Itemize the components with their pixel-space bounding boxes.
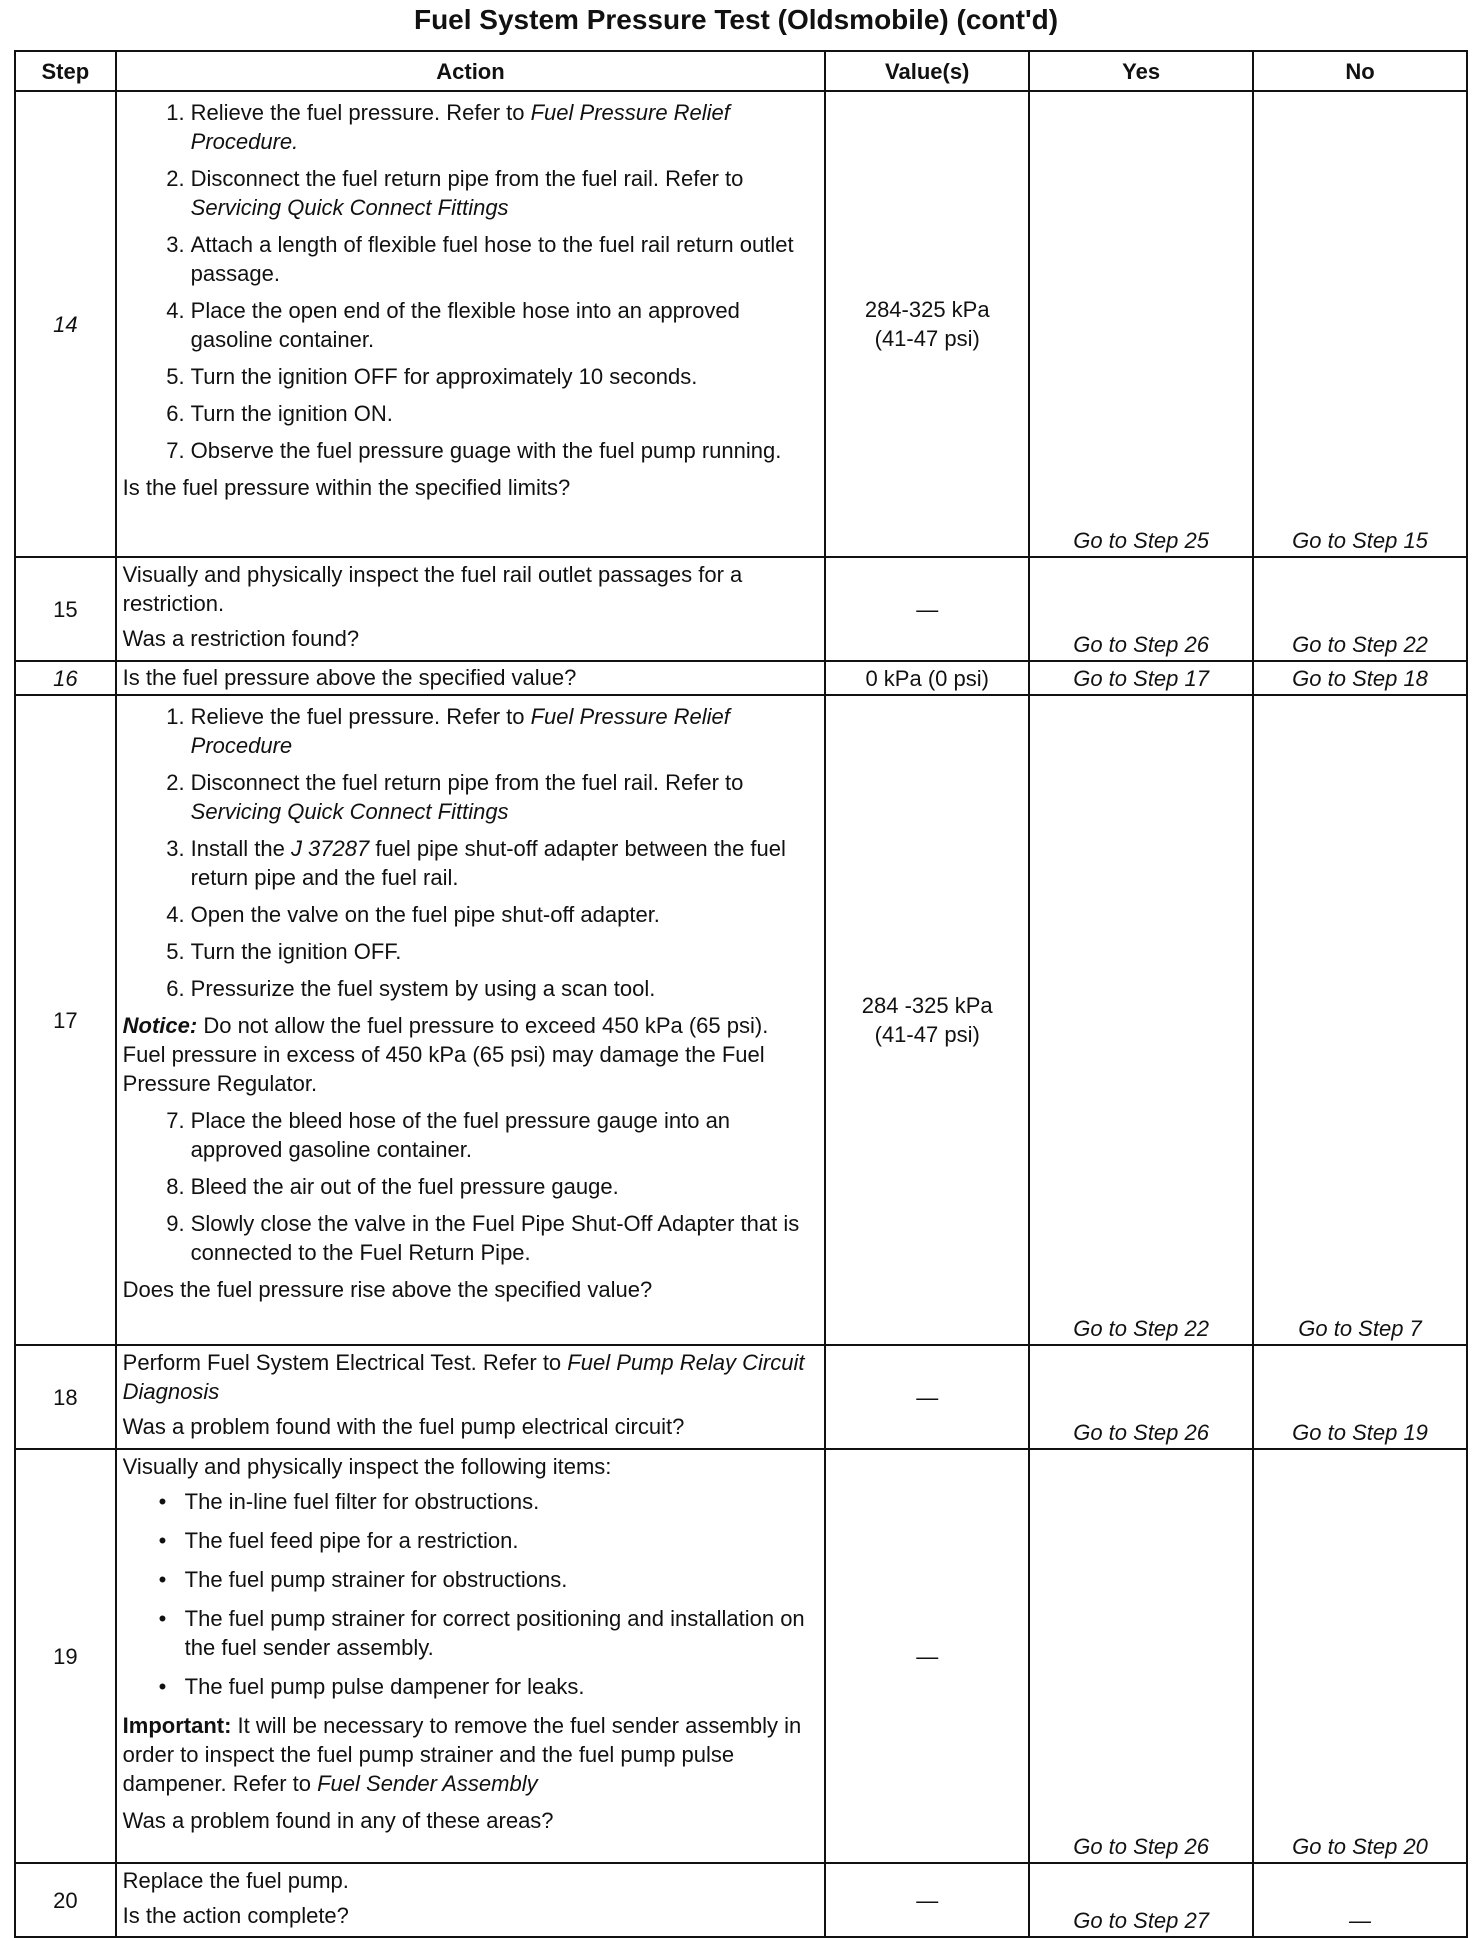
list-item: 4. Open the valve on the fuel pipe shut-off adapter. [166, 902, 660, 927]
action-cell [116, 91, 826, 557]
step-number: 15 [15, 557, 116, 661]
yes-cell: Go to Step 17 [1029, 661, 1253, 695]
important-text: Important: It will be necessary to remove the fuel sender assembly in order to inspect the fuel pump strainer and the fuel pump pulse dampener. Refer to Fuel Sender Assembly [122, 1713, 802, 1796]
action-question: Is the fuel pressure above the specified value? [122, 665, 577, 690]
table-row [15, 695, 1467, 1345]
list-item: 7. Place the bleed hose of the fuel pressure gauge into an approved gasoline container. [166, 1108, 731, 1162]
list-item: 3. Attach a length of flexible fuel hose to the fuel rail return outlet passage. [166, 232, 794, 286]
yes-cell: Go to Step 26 [1029, 557, 1253, 661]
action-question: Was a restriction found? [122, 626, 360, 651]
list-item: 9. Slowly close the valve in the Fuel Pipe Shut-Off Adapter that is connected to the Fuel Return Pipe. [166, 1211, 800, 1265]
action-list [129, 702, 817, 1003]
list-item: 5. Turn the ignition OFF. [166, 939, 402, 964]
list-item: 1. Relieve the fuel pressure. Refer to Fuel Pressure Relief Procedure [166, 704, 730, 758]
action-cell: Replace the fuel pump. Is the action complete? [116, 1863, 826, 1937]
yes-cell: Go to Step 26 [1029, 1345, 1253, 1449]
list-item: 5. Turn the ignition OFF for approximately 10 seconds. [166, 364, 698, 389]
no-cell: Go to Step 15 [1253, 91, 1467, 557]
step-number: 14 [15, 91, 116, 557]
col-header-action: Action [116, 51, 826, 91]
value-cell: — [825, 1863, 1029, 1937]
action-cell: Perform Fuel System Electrical Test. Refer to Fuel Pump Relay Circuit Diagnosis Was a problem found with the fuel pump electrical circuit? [116, 1345, 826, 1449]
diagnostic-table [14, 50, 1468, 1938]
value-cell: — [825, 1449, 1029, 1863]
col-header-yes: Yes [1029, 51, 1253, 91]
col-header-no: No [1253, 51, 1467, 91]
action-question: Is the action complete? [122, 1903, 349, 1928]
table-row [15, 1345, 1467, 1449]
value-cell: 284-325 kPa (41-47 psi) [825, 91, 1029, 557]
header-row [15, 51, 1467, 91]
list-item: • The fuel pump strainer for obstructions. [123, 1565, 817, 1594]
step-number: 17 [15, 695, 116, 1345]
inspection-list [123, 1487, 817, 1701]
list-item: 1. Relieve the fuel pressure. Refer to Fuel Pressure Relief Procedure. [166, 100, 730, 154]
action-cell [116, 695, 826, 1345]
action-list [129, 1106, 817, 1267]
no-cell: Go to Step 20 [1253, 1449, 1467, 1863]
step-number: 18 [15, 1345, 116, 1449]
list-item: • The fuel pump strainer for correct positioning and installation on the fuel sender assembly. [123, 1604, 817, 1662]
no-cell: Go to Step 22 [1253, 557, 1467, 661]
list-item: 7. Observe the fuel pressure guage with the fuel pump running. [166, 438, 782, 463]
list-item: • The fuel feed pipe for a restriction. [123, 1526, 817, 1555]
value-cell: 0 kPa (0 psi) [825, 661, 1029, 695]
yes-cell: Go to Step 27 [1029, 1863, 1253, 1937]
no-cell: — [1253, 1863, 1467, 1937]
yes-cell: Go to Step 26 [1029, 1449, 1253, 1863]
yes-cell: Go to Step 25 [1029, 91, 1253, 557]
list-item: 6. Pressurize the fuel system by using a scan tool. [166, 976, 656, 1001]
action-question: Was a problem found in any of these areas? [122, 1808, 554, 1833]
table-row [15, 1449, 1467, 1863]
table-row [15, 91, 1467, 557]
value-cell: — [825, 1345, 1029, 1449]
page-title: Fuel System Pressure Test (Oldsmobile) (cont'd) [413, 4, 1059, 35]
notice-text: Notice: Do not allow the fuel pressure to exceed 450 kPa (65 psi). Fuel pressure in excess of 450 kPa (65 psi) may damage the Fuel Pressure Regulator. [122, 1013, 769, 1096]
action-cell: Visually and physically inspect the following items: • The in-line fuel filter for obstructions. • The fuel feed pipe for a restriction. • The fuel pump strainer for obstructions. • The fuel pump strainer for correct positioning and installation on the fuel sender assembly. • The fuel pump pulse dampener for leaks. Important: It will be necessary to remove the fuel sender assembly in order to inspect the fuel pump strainer and the fuel pump pulse dampener. Refer to Fuel Sender Assembly Was a problem found in any of these areas? [116, 1449, 826, 1863]
step-number: 20 [15, 1863, 116, 1937]
list-item: • The in-line fuel filter for obstructions. [123, 1487, 817, 1516]
no-cell: Go to Step 7 [1253, 695, 1467, 1345]
step-number: 19 [15, 1449, 116, 1863]
col-header-values: Value(s) [825, 51, 1029, 91]
value-cell: — [825, 557, 1029, 661]
list-item: 2. Disconnect the fuel return pipe from the fuel rail. Refer to Servicing Quick Connect Fittings [166, 166, 744, 220]
table-row [15, 1863, 1467, 1937]
action-question: Does the fuel pressure rise above the specified value? [122, 1277, 653, 1302]
value-cell: 284 -325 kPa (41-47 psi) [825, 695, 1029, 1345]
table-row [15, 661, 1467, 695]
list-item: 2. Disconnect the fuel return pipe from the fuel rail. Refer to Servicing Quick Connect Fittings [166, 770, 744, 824]
action-question: Was a problem found with the fuel pump electrical circuit? [122, 1414, 685, 1439]
action-question: Is the fuel pressure within the specified limits? [122, 475, 571, 500]
no-cell: Go to Step 19 [1253, 1345, 1467, 1449]
no-cell: Go to Step 18 [1253, 661, 1467, 695]
yes-cell: Go to Step 22 [1029, 695, 1253, 1345]
action-list [129, 98, 817, 465]
list-item: 8. Bleed the air out of the fuel pressure gauge. [166, 1174, 619, 1199]
list-item: 3. Install the J 37287 fuel pipe shut-off adapter between the fuel return pipe and the fuel rail. [166, 836, 786, 890]
list-item: • The fuel pump pulse dampener for leaks. [123, 1672, 817, 1701]
col-header-step: Step [15, 51, 116, 91]
list-item: 4. Place the open end of the flexible hose into an approved gasoline container. [166, 298, 740, 352]
step-number: 16 [15, 661, 116, 695]
action-cell [116, 661, 826, 695]
table-row [15, 557, 1467, 661]
list-item: 6. Turn the ignition ON. [166, 401, 393, 426]
action-cell: Visually and physically inspect the fuel rail outlet passages for a restriction. Was a restriction found? [116, 557, 826, 661]
